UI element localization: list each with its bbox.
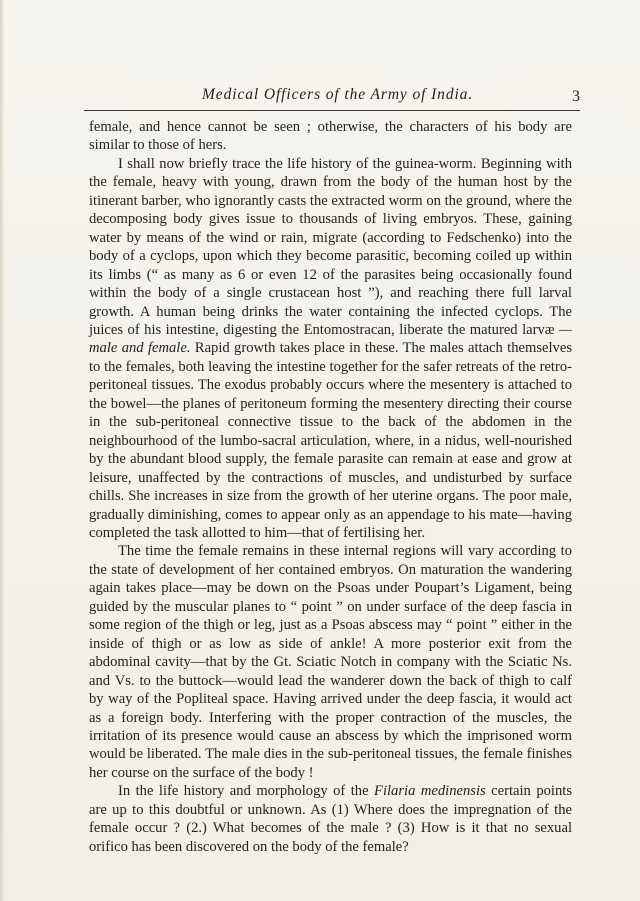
paragraph-2-italic: —male and female. (89, 321, 572, 357)
paragraph-2 (89, 155, 572, 543)
page-number: 3 (572, 88, 580, 105)
paragraph-2-text-after: Rapid growth takes place in these. The males attach themselves to the females, both leaving the intestine together for the safer retreats of the retro-peritoneal tissues. The exodus probably occurs where the mesentery is attached to the bowel—the planes of peritoneum forming the mesentery directing their course in the sub-peritoneal connective tissue to the back of the abdomen in the neighbourhood of the lumbo-sacral articulation, where, in a nidus, well-nourished by the abundant blood supply, the female parasite can remain at ease and grow at leisure, unaffected by the contractions of muscles, and undisturbed by surface chills. She increases in size from the growth of her uterine organs. The poor male, gradually diminishing, comes to appear only as an appendage to his mate—having completed the task allotted to him—that of fertilising her. (89, 340, 573, 541)
paragraph-3 (89, 542, 572, 782)
paragraph-1 (89, 118, 572, 155)
running-head: Medical Officers of the Army of India. (202, 86, 474, 103)
header-rule (84, 110, 580, 111)
paragraph-4-text-after: certain points are up to this doubtful or unknown. As (1) Where does the impregnation of the female occur ? (2.) What becomes of the male ? (3) How is it that no sexual orifico has been discovered on the body of the female? (89, 783, 572, 855)
page-edge-shadow (0, 0, 5, 901)
paragraph-2-text: I shall now briefly trace the life history of the guinea-worm. Beginning with the female, heavy with young, drawn from the body of the human host by the itinerant barber, who ignorantly casts the extracted worm on the ground, where the decomposing body gives issue to thousands of living embryos. These, gaining water by means of the wind or rain, migrate (according to Fedschenko) into the body of a cyclops, upon which they become parasitic, becoming coiled up within its limbs (“ as many as 6 or even 12 of the parasites being occasionally found within the body of a single crustacean host ”), and reaching there full larval growth. A human being drinks the water containing the infected cyclops. The juices of his intestine, digesting the Entomostracan, liberate the matured larvæ (89, 155, 572, 338)
paragraph-4 (89, 782, 572, 856)
paragraph-1-text: female, and hence cannot be seen ; otherwise, the characters of his body are similar to those of hers. (89, 119, 572, 154)
paragraph-4-text: In the life history and morphology of the (118, 783, 375, 800)
paragraph-4-italic: Filaria medinensis (374, 783, 486, 800)
paragraph-3-text: The time the female remains in these internal regions will vary according to the state of development of her contained embryos. On maturation the wandering again takes place—may be down on the Psoas under Poupart’s Ligament, being guided by the muscular planes to “ point ” on under surface of the deep fascia in some region of the thigh or leg, just as a Psoas abscess may “ point ” either in the inside of thigh or as low as side of ankle! A more posterior exit from the abdominal cavity—that by the Gt. Sciatic Notch in company with the Sciatic Ns. and Vs. to the buttock—would lead the wanderer down the back of thigh to calf by way of the Popliteal space. Having arrived under the deep fascia, it would act as a foreign body. Interfering with the proper contraction of the muscles, the irritation of its presence would cause an abscess by which the imprisoned worm would be liberated. The male dies in the sub-peritoneal tissues, the female finishes her course on the surface of the body ! (89, 543, 572, 781)
body-text (89, 118, 572, 856)
page-header (84, 83, 580, 113)
